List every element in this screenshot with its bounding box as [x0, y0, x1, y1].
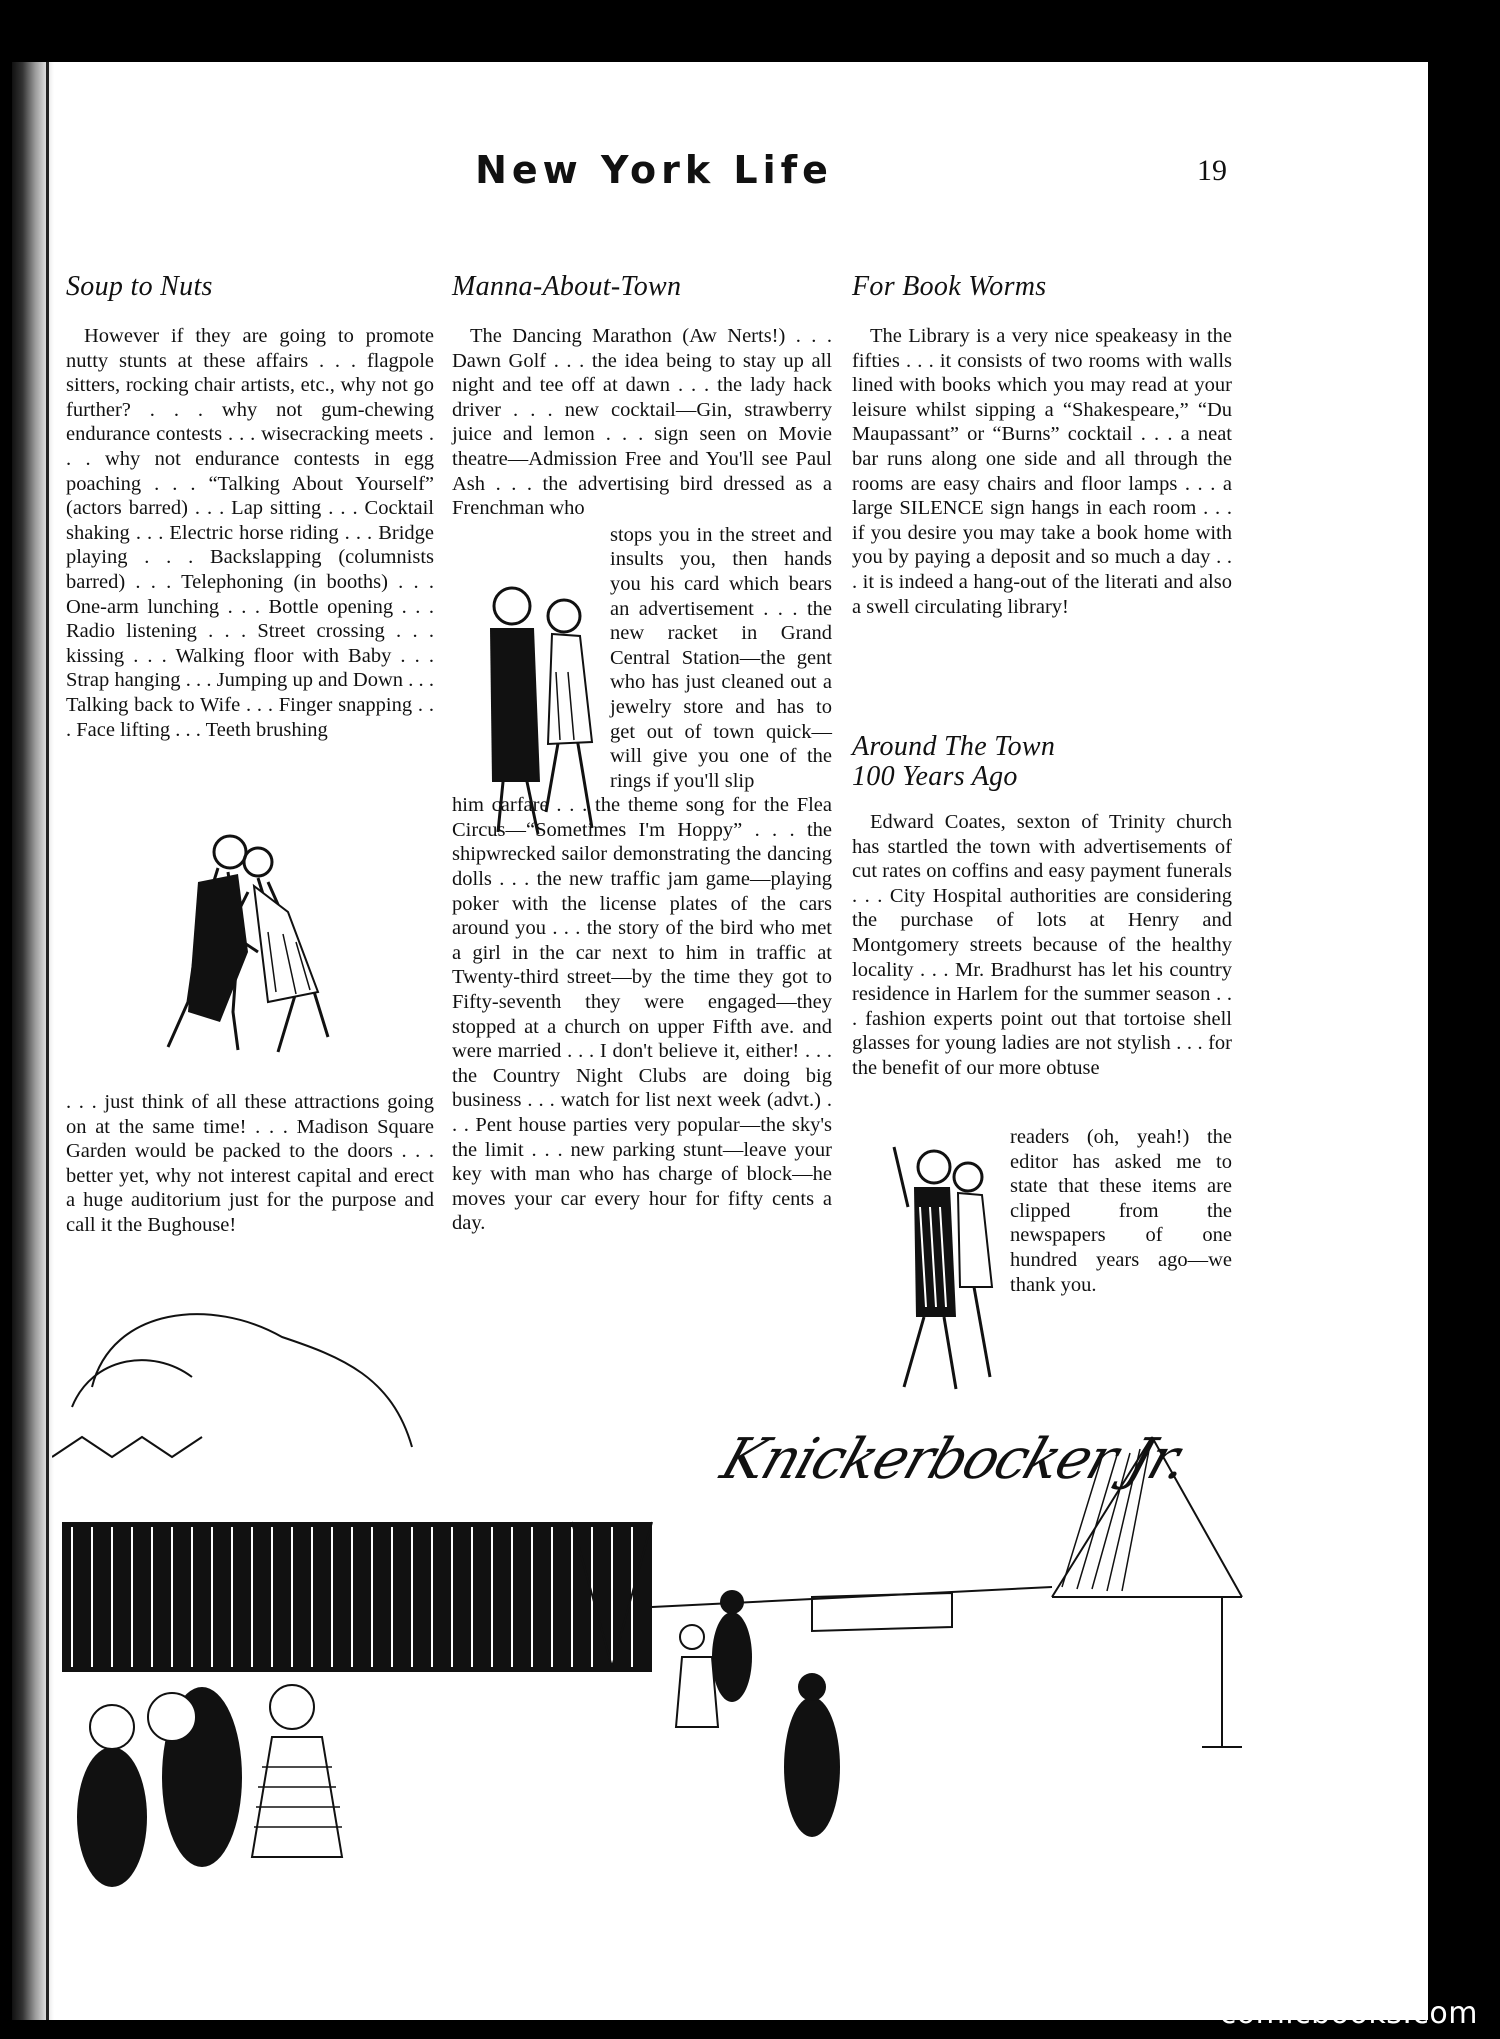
column-around-the-town — [852, 732, 1232, 1081]
wrap-around-illustration — [610, 523, 832, 794]
section-title-line-1: Around The Town — [852, 731, 1056, 762]
illustration-dancing-couple-middle — [468, 572, 610, 842]
section-title-manna-about-town: Manna-About-Town — [452, 271, 682, 302]
section-body-a — [452, 324, 832, 521]
column-soup-to-nuts — [66, 272, 434, 742]
masthead: New York Life — [475, 148, 833, 192]
column-for-book-worms — [852, 272, 1232, 619]
section-body-around-the-town-end: readers (oh, yeah!) the editor has asked me to state that these items are clipped from the newspapers of one hundred years ago—we thank you. — [1010, 1126, 1232, 1296]
section-title-for-book-worms: For Book Worms — [852, 271, 1047, 302]
section-tail-soup-to-nuts: . . . just think of all these attractions going on at the same time! . . . Madison Square Garden would be packed to the doors . . . better yet, why not interest capital and erect a huge auditorium just for the purpose and call it the Bughouse! — [66, 1091, 434, 1236]
column-soup-to-nuts-tail — [66, 1090, 434, 1238]
illustration-outdoor-party-scene — [52, 1297, 1282, 1897]
section-title-around-the-town — [852, 732, 1232, 792]
section-title-soup-to-nuts: Soup to Nuts — [66, 271, 213, 302]
section-body-soup-to-nuts — [66, 324, 434, 742]
section-body-b: stops you in the street and insults you, then hands you his card which bears an advertisement . . . the new racket in Grand Central Station—the gent who has just cleaned out a jewelry store and has to get out of town quick—will give you one of the rings if you'll slip — [610, 523, 832, 792]
illustration-dancing-couple-left — [128, 822, 358, 1062]
magazine-page — [12, 62, 1428, 2020]
section-title-line-2: 100 Years Ago — [852, 761, 1018, 792]
page-number: 19 — [1197, 154, 1227, 187]
section-body-c: him carfare . . . the theme song for the Flea Circus—“Sometimes I'm Hoppy” . . . the shipwrecked sailor demonstrating the dancing dolls . . . the new traffic jam game—playing poker with the license plates of the cars around you . . . the story of the bird who met a girl in the car next to him in traffic at Twenty-third street—by the time they got to Fifty-seventh they were engaged—they stopped at a church on upper Fifth ave. and were married . . . I don't believe it, either! . . . the Country Night Clubs are doing big business . . . watch for list next week (advt.) . . . Pent house parties very popular—the sky's the limit . . . new parking stunt—leave your key with man who has charge of block—he moves your car every hour for fifty cents a day. — [452, 794, 832, 1235]
section-body-a-text: The Dancing Marathon (Aw Nerts!) . . . Dawn Golf . . . the idea being to stay up all night and tee off at dawn . . . the lady hack driver . . . new cocktail—Gin, strawberry juice and lemon . . . sign seen on Movie theatre—Admission Free and You'll see Paul Ash . . . the advertising bird dressed as a Frenchman who — [452, 325, 832, 520]
section-body-around-the-town — [852, 810, 1232, 1081]
column-around-the-town-continued — [1010, 1125, 1232, 1297]
watermark-text: comicbooks.com — [1219, 1996, 1478, 2031]
section-body-for-book-worms — [852, 324, 1232, 619]
section-body-around-the-town-text: Edward Coates, sexton of Trinity church has startled the town with advertisements of cut rates on coffins and easy payment funerals . . . City Hospital authorities are considering the purchase of lots at Henry and Montgomery streets because of the healthy locality . . . Mr. Bradhurst has let his country residence in Harlem for the summer season . . . fashion experts point out that tortoise shell glasses for young ladies are not stylish . . . for the benefit of our more obtuse — [852, 811, 1232, 1079]
section-body-text: However if they are going to promote nutty stunts at these affairs . . . flagpole sitters, rocking chair artists, etc., why not go further? . . . why not gum-chewing endurance contests . . . wisecracking meets . . . why not endurance contests in egg poaching . . . “Talking About Yourself” (actors barred) . . . Lap sitting . . . Cocktail shaking . . . Electric horse riding . . . Bridge playing . . . Backslapping (columnists barred) . . . Telephoning (in booths) . . . One-arm lunching . . . Bottle opening . . . Radio listening . . . Street crossing . . . kissing . . . Walking floor with Baby . . . Strap hanging . . . Jumping up and Down . . . Talking back to Wife . . . Finger snapping . . . Face lifting . . . Teeth brushing — [66, 325, 434, 741]
signature: Knickerbocker Jr. — [713, 1427, 1196, 1492]
page-spine-shadow — [12, 62, 54, 2020]
section-body-for-book-worms-text: The Library is a very nice speakeasy in the fifties . . . it consists of two rooms with walls lined with books which you may read at your leisure whilst sipping a “Shakespeare,” “Du Maupassant” or “Burns” cocktail . . . a neat bar runs along one side and all through the rooms are easy chairs and floor lamps . . . a large SILENCE sign hangs in each room . . . if you desire you may take a book home with you by paying a deposit and so much a day . . . it is indeed a hang-out of the literati and also a swell circulating library! — [852, 325, 1232, 618]
